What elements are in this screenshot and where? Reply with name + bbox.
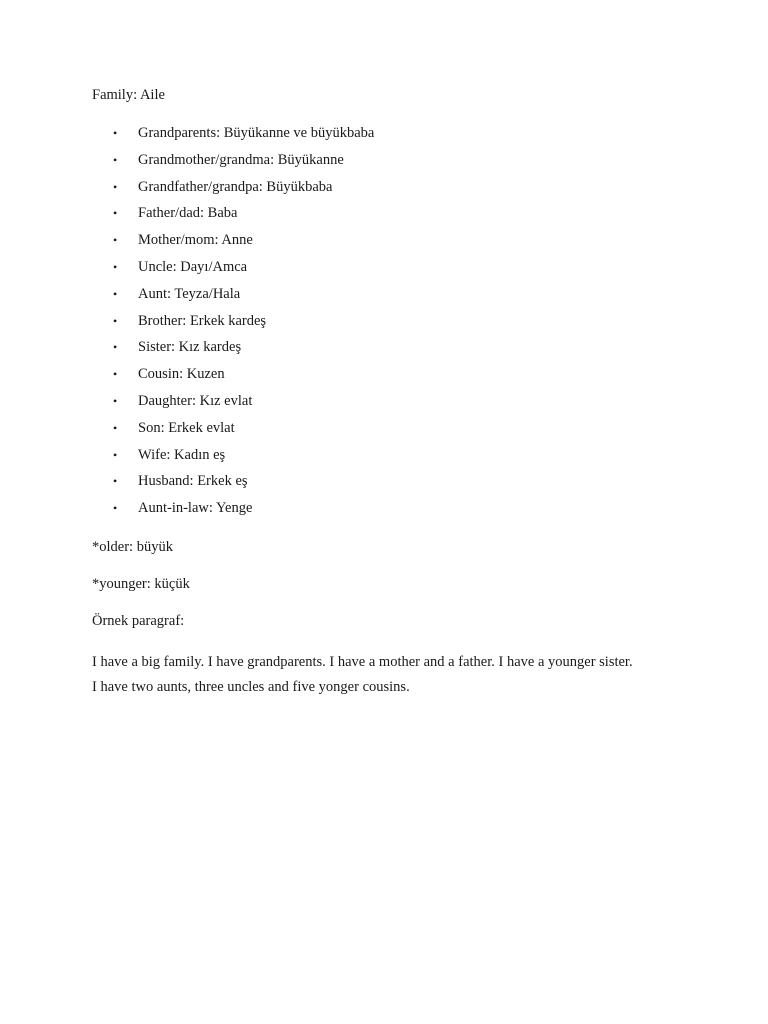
list-item — [0, 311, 374, 338]
bullet-icon: • — [113, 420, 118, 435]
bullet-icon: • — [113, 474, 118, 489]
bullet-icon: • — [113, 393, 118, 408]
list-item-text: Grandfather/grandpa: Büyükbaba — [138, 178, 333, 195]
list-item — [0, 203, 374, 230]
bullet-icon: • — [113, 206, 118, 221]
list-item — [0, 364, 374, 391]
document-heading: Family: Aile — [92, 87, 165, 103]
list-item-text: Aunt-in-law: Yenge — [138, 500, 253, 517]
list-item-text: Son: Erkek evlat — [138, 419, 235, 436]
bullet-icon: • — [113, 152, 118, 167]
list-item-text: Daughter: Kız evlat — [138, 392, 253, 409]
bullet-icon: • — [113, 367, 118, 382]
list-item-text: Grandmother/grandma: Büyükanne — [138, 151, 344, 168]
bullet-icon: • — [113, 340, 118, 355]
list-item-text: Aunt: Teyza/Hala — [138, 285, 241, 302]
bullet-icon: • — [113, 313, 118, 328]
note-younger: *younger: küçük — [92, 576, 190, 592]
paragraph-line-2: I have two aunts, three uncles and five yonger cousins. — [92, 679, 410, 695]
list-item — [0, 177, 374, 204]
list-item-text: Cousin: Kuzen — [138, 366, 225, 383]
bullet-icon: • — [113, 501, 118, 516]
bullet-icon: • — [113, 233, 118, 248]
bullet-icon: • — [113, 259, 118, 274]
list-item — [0, 257, 374, 284]
list-item — [0, 123, 374, 150]
list-item — [0, 284, 374, 311]
paragraph-line-1: I have a big family. I have grandparents. I have a mother and a father. I have a younger sister. — [92, 654, 633, 670]
list-item-text: Husband: Erkek eş — [138, 473, 248, 490]
list-item-text: Grandparents: Büyükanne ve büyükbaba — [138, 125, 375, 141]
list-item-text: Uncle: Dayı/Amca — [138, 258, 248, 275]
list-item — [0, 471, 374, 498]
list-item-text: Brother: Erkek kardeş — [138, 312, 267, 329]
list-item — [0, 498, 374, 525]
list-item-text: Wife: Kadın eş — [138, 446, 226, 463]
vocabulary-list — [0, 123, 374, 525]
note-older: *older: büyük — [92, 539, 173, 555]
list-item-text: Father/dad: Baba — [138, 205, 238, 222]
bullet-icon: • — [113, 286, 118, 301]
list-item — [0, 230, 374, 257]
list-item — [0, 391, 374, 418]
list-item-text: Sister: Kız kardeş — [138, 339, 242, 356]
sample-paragraph-label: Örnek paragraf: — [92, 613, 185, 629]
list-item-text: Mother/mom: Anne — [138, 232, 253, 249]
list-item — [0, 445, 374, 472]
bullet-icon: • — [113, 126, 118, 140]
list-item — [0, 337, 374, 364]
list-item — [0, 418, 374, 445]
bullet-icon: • — [113, 179, 118, 194]
sample-paragraph — [92, 650, 692, 700]
list-item — [0, 150, 374, 177]
bullet-icon: • — [113, 447, 118, 462]
